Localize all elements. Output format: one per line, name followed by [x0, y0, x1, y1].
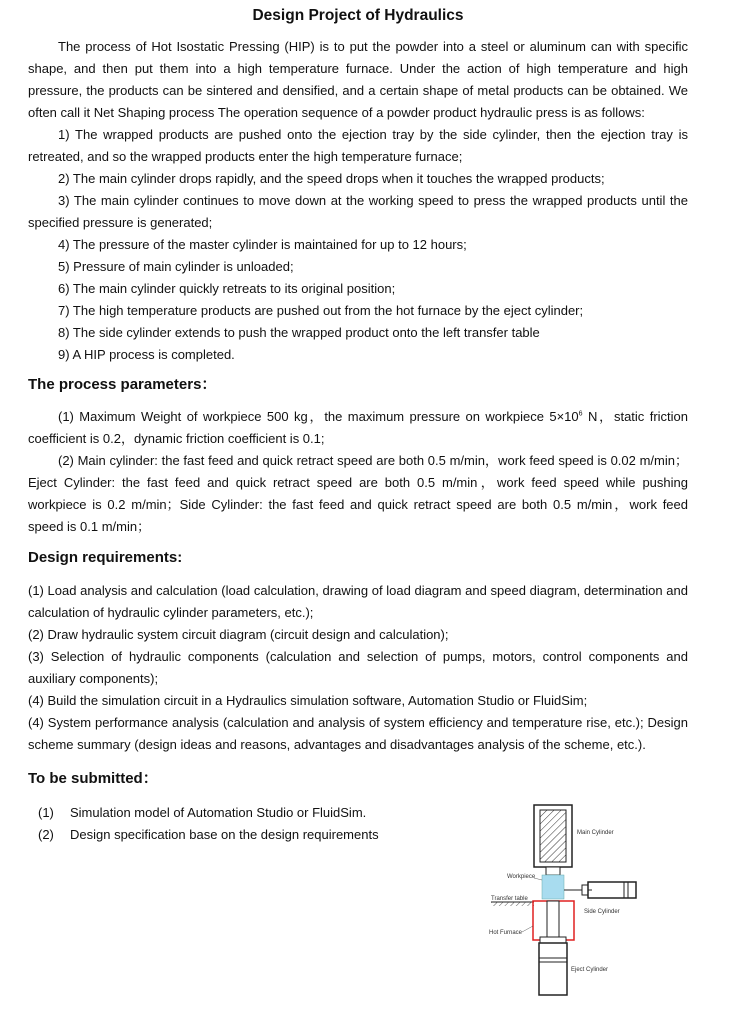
list-item: 6) The main cylinder quickly retreats to its original position; [58, 281, 396, 296]
requirements-heading: Design requirements: [28, 549, 183, 566]
workpiece-label: Workpiece [507, 874, 536, 880]
list-item: 5) Pressure of main cylinder is unloaded; [58, 259, 294, 274]
list-item: 2) The main cylinder drops rapidly, and the speed drops when it touches the wrapped products; [58, 171, 605, 186]
list-item: (3) Selection of hydraulic components (calculation and selection of pumps, motors, control components and auxiliary components); [28, 649, 688, 686]
list-item: 9) A HIP process is completed. [58, 347, 235, 362]
list-item: (1) Load analysis and calculation (load calculation, drawing of load diagram and speed diagram, determination and calculation of hydraulic cylinder parameters, etc.); [28, 583, 688, 620]
params-item-1 [28, 406, 688, 450]
list-item-text: Design specification base on the design requirements [70, 827, 379, 842]
side-cylinder-label: Side Cylinder [584, 909, 620, 915]
eject-cylinder-label: Eject Cylinder [571, 967, 609, 973]
params-item-1-text: (1) Maximum Weight of workpiece 500 kg，the maximum pressure on workpiece 5×10 [58, 409, 579, 424]
list-item: (2) Draw hydraulic system circuit diagram (circuit design and calculation); [28, 627, 449, 642]
list-item: 7) The high temperature products are pushed out from the hot furnace by the eject cylinder; [58, 303, 584, 318]
main-cylinder-label: Main Cylinder [577, 830, 614, 836]
requirements-list [28, 580, 688, 756]
side-cylinder [564, 882, 636, 898]
list-item: 1) The wrapped products are pushed onto the ejection tray by the side cylinder, then the ejection tray is retreated, and so the wrapped products enter the high temperature furnace; [28, 127, 688, 164]
list-item-number: (2) [38, 827, 54, 842]
transfer-table-label: Transfer table [491, 896, 528, 902]
exponent: 6 [578, 410, 583, 418]
main-cylinder [534, 805, 572, 875]
list-item: (4) Build the simulation circuit in a Hydraulics simulation software, Automation Studio or FluidSim; [28, 693, 588, 708]
list-item: 4) The pressure of the master cylinder is maintained for up to 12 hours; [58, 237, 467, 252]
hip-press-diagram [484, 802, 644, 1002]
document-page [28, 0, 688, 846]
list-item-text: Simulation model of Automation Studio or FluidSim. [70, 805, 367, 820]
list-item: (4) System performance analysis (calculation and analysis of system efficiency and temperature rise, etc.); Design scheme summary (design ideas and reasons, advantages and disadvantages analysis of the scheme, etc.). [28, 715, 688, 752]
hot-furnace-label: Hot Furnace [489, 930, 523, 936]
submit-heading: To be submitted： [28, 770, 158, 787]
eject-cylinder [539, 901, 567, 995]
workpiece [542, 875, 564, 899]
list-item-number: (1) [38, 805, 54, 820]
document-title: Design Project of Hydraulics [252, 7, 464, 24]
process-steps-list [28, 124, 688, 366]
params-heading: The process parameters： [28, 376, 217, 393]
params-item-1-rest: N，static friction coefficient is 0.2，dynamic friction coefficient is 0.1; [28, 409, 688, 446]
list-item: 8) The side cylinder extends to push the wrapped product onto the left transfer table [58, 325, 540, 340]
list-item: 3) The main cylinder continues to move down at the working speed to press the wrapped products until the specified pressure is generated; [28, 193, 688, 230]
params-item-2: (2) Main cylinder: the fast feed and quick retract speed are both 0.5 m/min，work feed speed is 0.02 m/min；Eject Cylinder: the fast feed and quick retract speed are both 0.5 m/min，work feed speed while pushing workpiece is 0.2 m/min；Side Cylinder: the fast feed and quick retract speed are both 0.5 m/min，work feed speed is 0.1 m/min； [28, 453, 688, 534]
intro-paragraph: The process of Hot Isostatic Pressing (HIP) is to put the powder into a steel or aluminum can with specific shape, and then put them into a high temperature furnace. Under the action of high temperature and high pressure, the products can be sintered and densified, and a certain shape of metal products can be obtained. We often call it Net Shaping process The operation sequence of a powder product hydraulic press is as follows: [28, 39, 688, 120]
